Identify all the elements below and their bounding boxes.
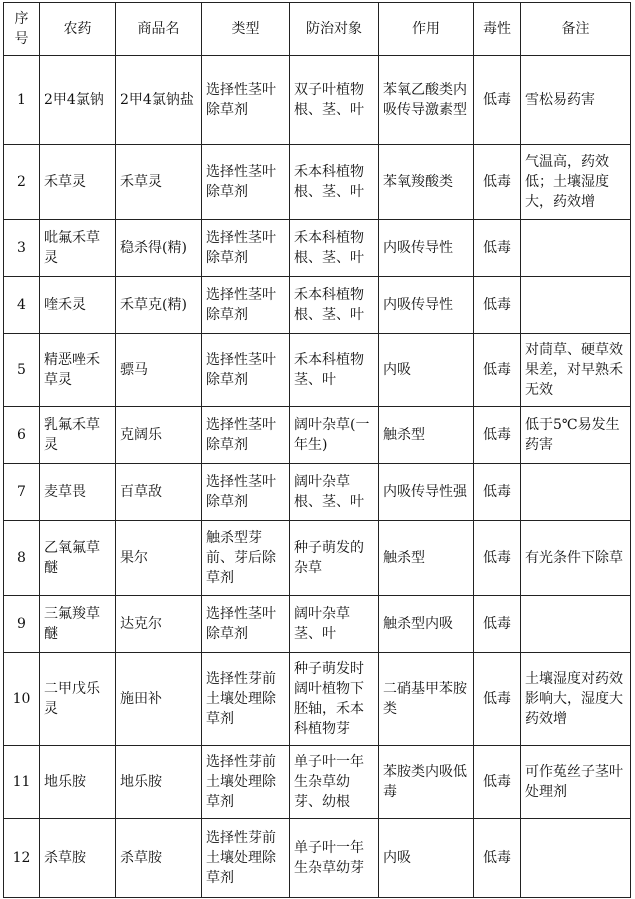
header-trade-name: 商品名: [116, 3, 202, 56]
cell-trade-name: 地乐胺: [116, 746, 202, 819]
cell-type: 选择性茎叶除草剂: [202, 596, 290, 653]
cell-toxicity: 低毒: [474, 277, 521, 334]
table-row: [4, 596, 631, 653]
cell-trade-name: 达克尔: [116, 596, 202, 653]
cell-pesticide: 精恶唑禾草灵: [40, 334, 116, 407]
cell-type: 选择性茎叶除草剂: [202, 334, 290, 407]
cell-target: 禾本科植物根、茎、叶: [290, 277, 379, 334]
cell-notes: 对茼草、硬草效果差，对早熟禾无效: [521, 334, 631, 407]
cell-toxicity: 低毒: [474, 819, 521, 898]
cell-type: 触杀型芽前、芽后除草剂: [202, 521, 290, 596]
cell-seq: 2: [4, 145, 40, 220]
cell-action: 内吸传导性: [379, 277, 474, 334]
cell-toxicity: 低毒: [474, 145, 521, 220]
cell-target: 双子叶植物根、茎、叶: [290, 56, 379, 145]
cell-action: 内吸: [379, 819, 474, 898]
cell-toxicity: 低毒: [474, 521, 521, 596]
cell-notes: 土壤湿度对药效影响大，湿度大药效增: [521, 653, 631, 746]
cell-trade-name: 百草敌: [116, 464, 202, 521]
table-row: [4, 56, 631, 145]
cell-notes: 可作菟丝子茎叶处理剂: [521, 746, 631, 819]
cell-toxicity: 低毒: [474, 56, 521, 145]
cell-type: 选择性茎叶除草剂: [202, 407, 290, 464]
cell-notes: 气温高，药效低；土壤湿度大，药效增: [521, 145, 631, 220]
cell-trade-name: 骠马: [116, 334, 202, 407]
table-row: [4, 521, 631, 596]
header-seq: 序号: [4, 3, 40, 56]
cell-type: 选择性芽前土壤处理除草剂: [202, 819, 290, 898]
cell-target: 单子叶一年生杂草幼芽: [290, 819, 379, 898]
cell-trade-name: 稳杀得(精): [116, 220, 202, 277]
cell-pesticide: 地乐胺: [40, 746, 116, 819]
cell-type: 选择性茎叶除草剂: [202, 145, 290, 220]
cell-notes: [521, 464, 631, 521]
cell-action: 内吸: [379, 334, 474, 407]
cell-action: 触杀型: [379, 521, 474, 596]
header-action: 作用: [379, 3, 474, 56]
header-pesticide: 农药: [40, 3, 116, 56]
cell-action: 苯氧羧酸类: [379, 145, 474, 220]
cell-seq: 9: [4, 596, 40, 653]
cell-pesticide: 喹禾灵: [40, 277, 116, 334]
cell-toxicity: 低毒: [474, 220, 521, 277]
cell-toxicity: 低毒: [474, 334, 521, 407]
cell-type: 选择性茎叶除草剂: [202, 56, 290, 145]
cell-toxicity: 低毒: [474, 407, 521, 464]
cell-notes: 有光条件下除草: [521, 521, 631, 596]
cell-seq: 11: [4, 746, 40, 819]
cell-action: 触杀型内吸: [379, 596, 474, 653]
cell-type: 选择性茎叶除草剂: [202, 220, 290, 277]
cell-target: 阔叶杂草(一年生): [290, 407, 379, 464]
cell-trade-name: 禾草克(精): [116, 277, 202, 334]
table-row: [4, 407, 631, 464]
cell-action: 触杀型: [379, 407, 474, 464]
cell-type: 选择性芽前土壤处理除草剂: [202, 746, 290, 819]
cell-target: 单子叶一年生杂草幼芽、幼根: [290, 746, 379, 819]
cell-pesticide: 乙氧氟草醚: [40, 521, 116, 596]
cell-notes: [521, 220, 631, 277]
cell-trade-name: 2甲4氯钠盐: [116, 56, 202, 145]
cell-pesticide: 禾草灵: [40, 145, 116, 220]
header-row: [4, 3, 631, 56]
cell-trade-name: 果尔: [116, 521, 202, 596]
cell-pesticide: 吡氟禾草灵: [40, 220, 116, 277]
cell-seq: 7: [4, 464, 40, 521]
cell-seq: 4: [4, 277, 40, 334]
herbicide-table: [3, 2, 631, 898]
cell-trade-name: 施田补: [116, 653, 202, 746]
cell-seq: 6: [4, 407, 40, 464]
cell-trade-name: 克阔乐: [116, 407, 202, 464]
cell-toxicity: 低毒: [474, 464, 521, 521]
cell-action: 内吸传导性强: [379, 464, 474, 521]
table-row: [4, 653, 631, 746]
cell-pesticide: 杀草胺: [40, 819, 116, 898]
cell-seq: 8: [4, 521, 40, 596]
cell-notes: [521, 819, 631, 898]
cell-toxicity: 低毒: [474, 596, 521, 653]
table-row: [4, 277, 631, 334]
cell-target: 种子萌发的杂草: [290, 521, 379, 596]
table-row: [4, 145, 631, 220]
cell-trade-name: 禾草灵: [116, 145, 202, 220]
cell-seq: 12: [4, 819, 40, 898]
cell-notes: [521, 277, 631, 334]
cell-seq: 10: [4, 653, 40, 746]
cell-action: 苯胺类内吸低毒: [379, 746, 474, 819]
cell-target: 种子萌发时阔叶植物下胚轴，禾本科植物芽: [290, 653, 379, 746]
table-row: [4, 746, 631, 819]
cell-target: 禾本科植物根、茎、叶: [290, 220, 379, 277]
cell-type: 选择性芽前土壤处理除草剂: [202, 653, 290, 746]
cell-toxicity: 低毒: [474, 653, 521, 746]
cell-toxicity: 低毒: [474, 746, 521, 819]
cell-pesticide: 三氟羧草醚: [40, 596, 116, 653]
cell-target: 禾本科植物根、茎、叶: [290, 145, 379, 220]
cell-action: 苯氧乙酸类内吸传导激素型: [379, 56, 474, 145]
cell-type: 选择性茎叶除草剂: [202, 277, 290, 334]
cell-trade-name: 杀草胺: [116, 819, 202, 898]
cell-notes: [521, 596, 631, 653]
cell-pesticide: 乳氟禾草灵: [40, 407, 116, 464]
cell-target: 禾本科植物茎、叶: [290, 334, 379, 407]
cell-action: 二硝基甲苯胺类: [379, 653, 474, 746]
table-row: [4, 334, 631, 407]
cell-target: 阔叶杂草根、茎、叶: [290, 464, 379, 521]
cell-action: 内吸传导性: [379, 220, 474, 277]
cell-seq: 5: [4, 334, 40, 407]
table-row: [4, 464, 631, 521]
cell-seq: 3: [4, 220, 40, 277]
header-toxicity: 毒性: [474, 3, 521, 56]
cell-pesticide: 麦草畏: [40, 464, 116, 521]
cell-pesticide: 2甲4氯钠: [40, 56, 116, 145]
cell-seq: 1: [4, 56, 40, 145]
cell-type: 选择性茎叶除草剂: [202, 464, 290, 521]
cell-pesticide: 二甲戊乐灵: [40, 653, 116, 746]
header-target: 防治对象: [290, 3, 379, 56]
cell-notes: 低于5℃易发生药害: [521, 407, 631, 464]
cell-target: 阔叶杂草茎、叶: [290, 596, 379, 653]
cell-notes: 雪松易药害: [521, 56, 631, 145]
table-row: [4, 220, 631, 277]
header-notes: 备注: [521, 3, 631, 56]
header-type: 类型: [202, 3, 290, 56]
table-row: [4, 819, 631, 898]
